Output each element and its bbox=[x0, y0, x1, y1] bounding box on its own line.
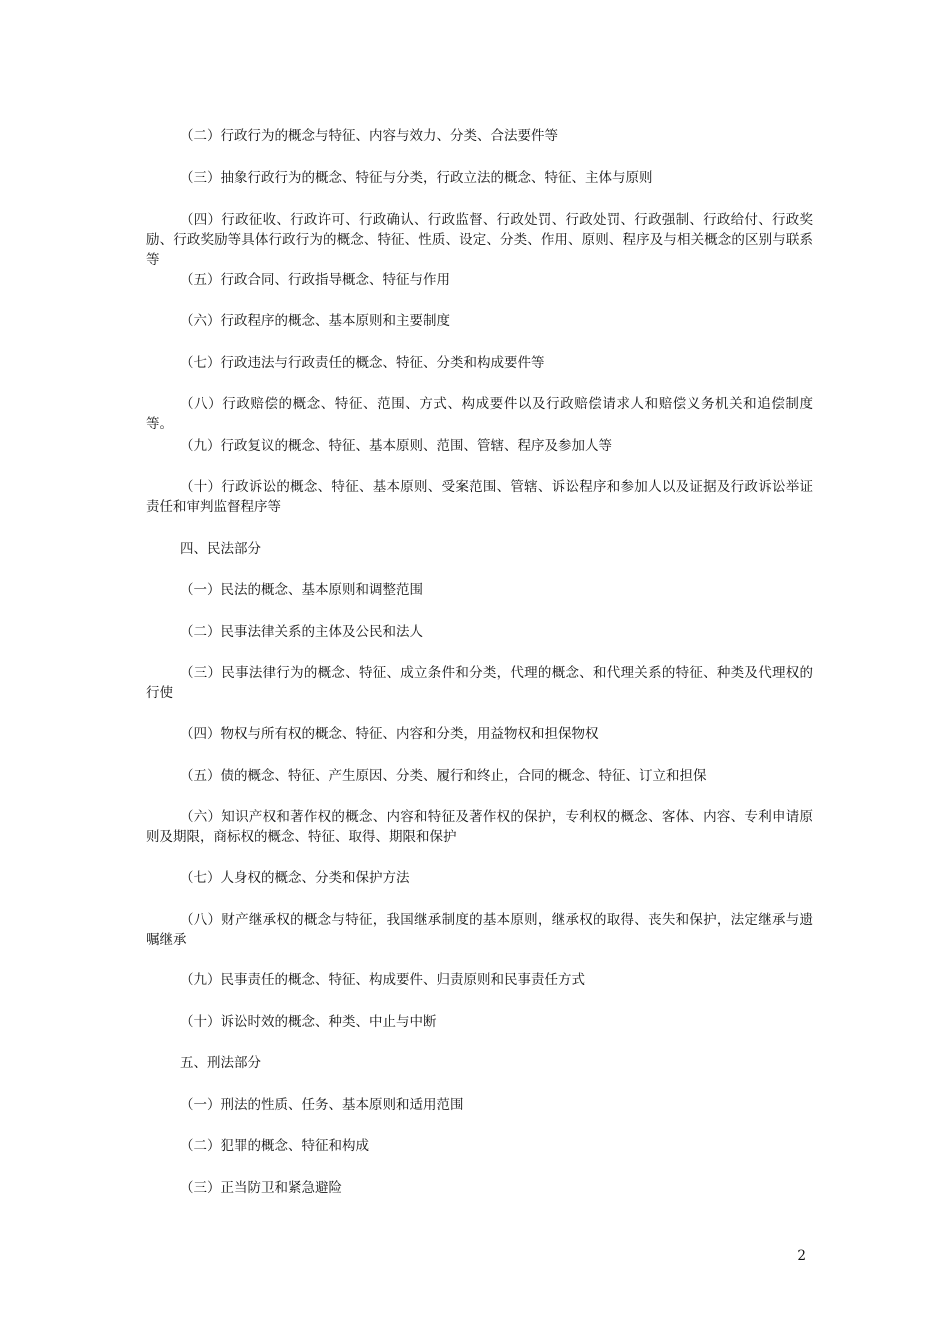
paragraph: （五）行政合同、行政指导概念、特征与作用 bbox=[180, 272, 450, 288]
paragraph: （四）物权与所有权的概念、特征、内容和分类，用益物权和担保物权 bbox=[180, 726, 599, 742]
paragraph: （一）刑法的性质、任务、基本原则和适用范围 bbox=[180, 1097, 464, 1113]
paragraph: （六）行政程序的概念、基本原则和主要制度 bbox=[180, 313, 450, 329]
paragraph: （五）债的概念、特征、产生原因、分类、履行和终止，合同的概念、特征、订立和担保 bbox=[180, 768, 707, 784]
paragraph: （二）民事法律关系的主体及公民和法人 bbox=[180, 624, 423, 640]
paragraph: （二）行政行为的概念与特征、内容与效力、分类、合法要件等 bbox=[180, 128, 558, 144]
paragraph: （三）民事法律行为的概念、特征、成立条件和分类，代理的概念、和代理关系的特征、种类及代理权的行使 bbox=[146, 665, 813, 701]
paragraph: （八）财产继承权的概念与特征，我国继承制度的基本原则，继承权的取得、丧失和保护，法定继承与遗嘱继承 bbox=[146, 912, 813, 948]
paragraph: （八）行政赔偿的概念、特征、范围、方式、构成要件以及行政赔偿请求人和赔偿义务机关和追偿制度等。 bbox=[146, 396, 813, 432]
paragraph: （十）诉讼时效的概念、种类、中止与中断 bbox=[180, 1014, 437, 1030]
paragraph: （四）行政征收、行政许可、行政确认、行政监督、行政处罚、行政处罚、行政强制、行政给付、行政奖励、行政奖励等具体行政行为的概念、特征、性质、设定、分类、作用、原则、程序及与相关概念的区别与联系等 bbox=[146, 212, 813, 268]
paragraph: （九）民事责任的概念、特征、构成要件、归责原则和民事责任方式 bbox=[180, 972, 585, 988]
section-heading: 五、刑法部分 bbox=[180, 1055, 261, 1071]
paragraph: （三）正当防卫和紧急避险 bbox=[180, 1180, 342, 1196]
paragraph: （十）行政诉讼的概念、特征、基本原则、受案范围、管辖、诉讼程序和参加人以及证据及行政诉讼举证责任和审判监督程序等 bbox=[146, 479, 813, 515]
paragraph: （二）犯罪的概念、特征和构成 bbox=[180, 1138, 369, 1154]
paragraph: （七）人身权的概念、分类和保护方法 bbox=[180, 870, 410, 886]
section-heading: 四、民法部分 bbox=[180, 541, 261, 557]
paragraph: （七）行政违法与行政责任的概念、特征、分类和构成要件等 bbox=[180, 355, 545, 371]
page-number: 2 bbox=[797, 1248, 806, 1264]
paragraph: （一）民法的概念、基本原则和调整范围 bbox=[180, 582, 423, 598]
paragraph: （九）行政复议的概念、特征、基本原则、范围、管辖、程序及参加人等 bbox=[180, 438, 612, 454]
paragraph: （三）抽象行政行为的概念、特征与分类，行政立法的概念、特征、主体与原则 bbox=[180, 170, 653, 186]
paragraph: （六）知识产权和著作权的概念、内容和特征及著作权的保护，专利权的概念、客体、内容、专利申请原则及期限，商标权的概念、特征、取得、期限和保护 bbox=[146, 809, 813, 845]
